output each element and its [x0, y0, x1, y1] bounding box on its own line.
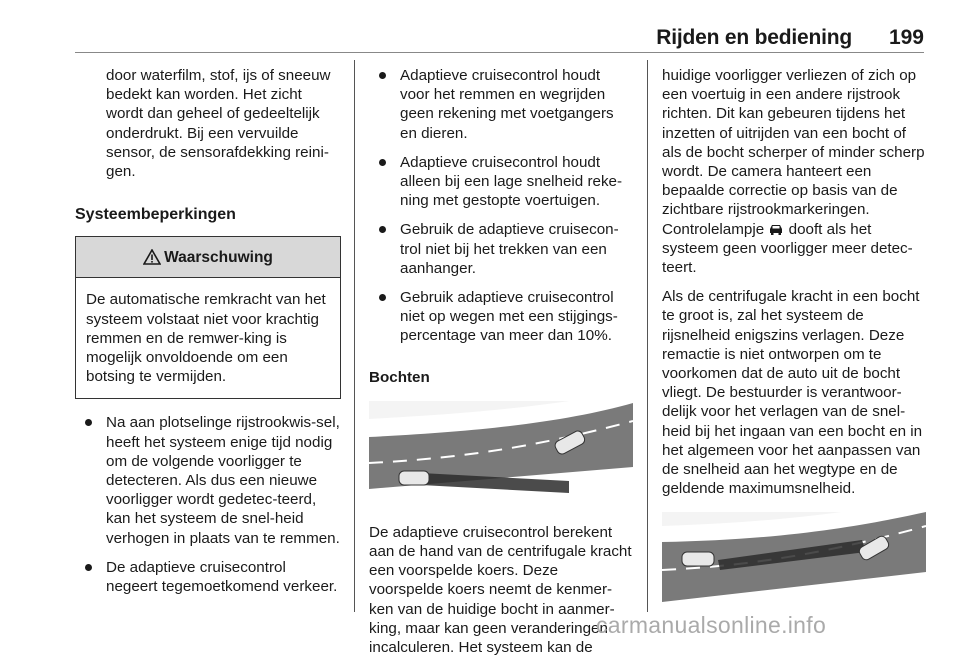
subheading: Bochten [369, 368, 430, 386]
bullet-list [75, 413, 341, 596]
bullet-list [369, 66, 633, 346]
warning-header [76, 237, 340, 278]
list-item: De adaptieve cruisecontrol negeert tegemoetkomend verkeer. [75, 558, 341, 596]
column-left [75, 66, 341, 606]
column-divider [647, 60, 648, 612]
list-item: Gebruik de adaptieve cruisecon-trol niet bij het trekken van een aanhanger. [369, 220, 633, 278]
page-header [75, 26, 924, 53]
paragraph: Als de centrifugale kracht in een bocht te groot is, zal het systeem de rijsnelheid enigszins verlagen. Deze remactie is niet ontworpen om te voorkomen dat de auto uit de bocht vliegt. De bestuurder is verantwoor-delijk voor het verlagen van de snel-heid bij het ingaan van een bocht en in het algemeen voor het aanpassen van de snelheid aan het wegtype en de geldende maximumsnelheid. [662, 288, 923, 498]
section-heading: Systeembeperkingen [75, 206, 236, 224]
curve-illustration-1 [369, 401, 633, 509]
car-indicator-icon [768, 223, 784, 235]
warning-title: Waarschuwing [164, 248, 273, 266]
warning-text: De automatische remkracht van het systeem volstaat niet voor krachtig remmen en de remwer-king is mogelijk onvoldoende om een botsing te vermijden. [86, 291, 326, 386]
continued-text: door waterfilm, stof, ijs of sneeuw bedekt kan worden. Het zicht wordt dan geheel of gedeeltelijk onderdrukt. Bij een vervuilde sensor, de sensorafdekking reini-gen. [106, 67, 331, 181]
page-title: Rijden en bediening [656, 26, 852, 49]
list-item: Na aan plotselinge rijstrookwis-sel, heeft het systeem enige tijd nodig om de volgende voorligger te detecteren. Als dus een nieuwe voorligger wordt gedetec-teerd, kan het systeem de snel-heid verhogen in plaats van te remmen. [75, 413, 341, 547]
page-number: 199 [888, 26, 924, 49]
column-divider [354, 60, 355, 612]
list-item: Gebruik adaptieve cruisecontrol niet op wegen met een stijgings-percentage van meer dan 10%. [369, 288, 633, 346]
warning-box [75, 236, 341, 399]
watermark: carmanualsonline.info [596, 612, 827, 638]
paragraph: De adaptieve cruisecontrol berekent aan de hand van de centrifugale kracht een voorspelde koers. Deze voorspelde koers neemt de kenmer-ken van de huidige bocht in aanmer-king, maar kan geen veranderingen incalculeren. Het systeem kan de [369, 523, 632, 657]
column-middle [369, 66, 633, 657]
list-item: Adaptieve cruisecontrol houdt voor het remmen en wegrijden geen rekening met voetgangers en dieren. [369, 66, 633, 143]
warning-triangle-icon [143, 249, 161, 265]
column-right [662, 66, 926, 634]
paragraph: huidige voorligger verliezen of zich op een voertuig in een andere rijstrook richten. Dit kan gebeuren tijdens het inzetten of uitrijden van een bocht of als de bocht scherper of minder scherp wordt. De camera hanteert een bepaalde correctie op basis van de zichtbare rijstrookmarkeringen. Controlelampje dooft als het systeem geen voorligger meer detec-teert. [662, 67, 925, 277]
curve-illustration-2 [662, 512, 926, 620]
list-item: Adaptieve cruisecontrol houdt alleen bij een lage snelheid reke-ning met gestopte voertuigen. [369, 153, 633, 211]
